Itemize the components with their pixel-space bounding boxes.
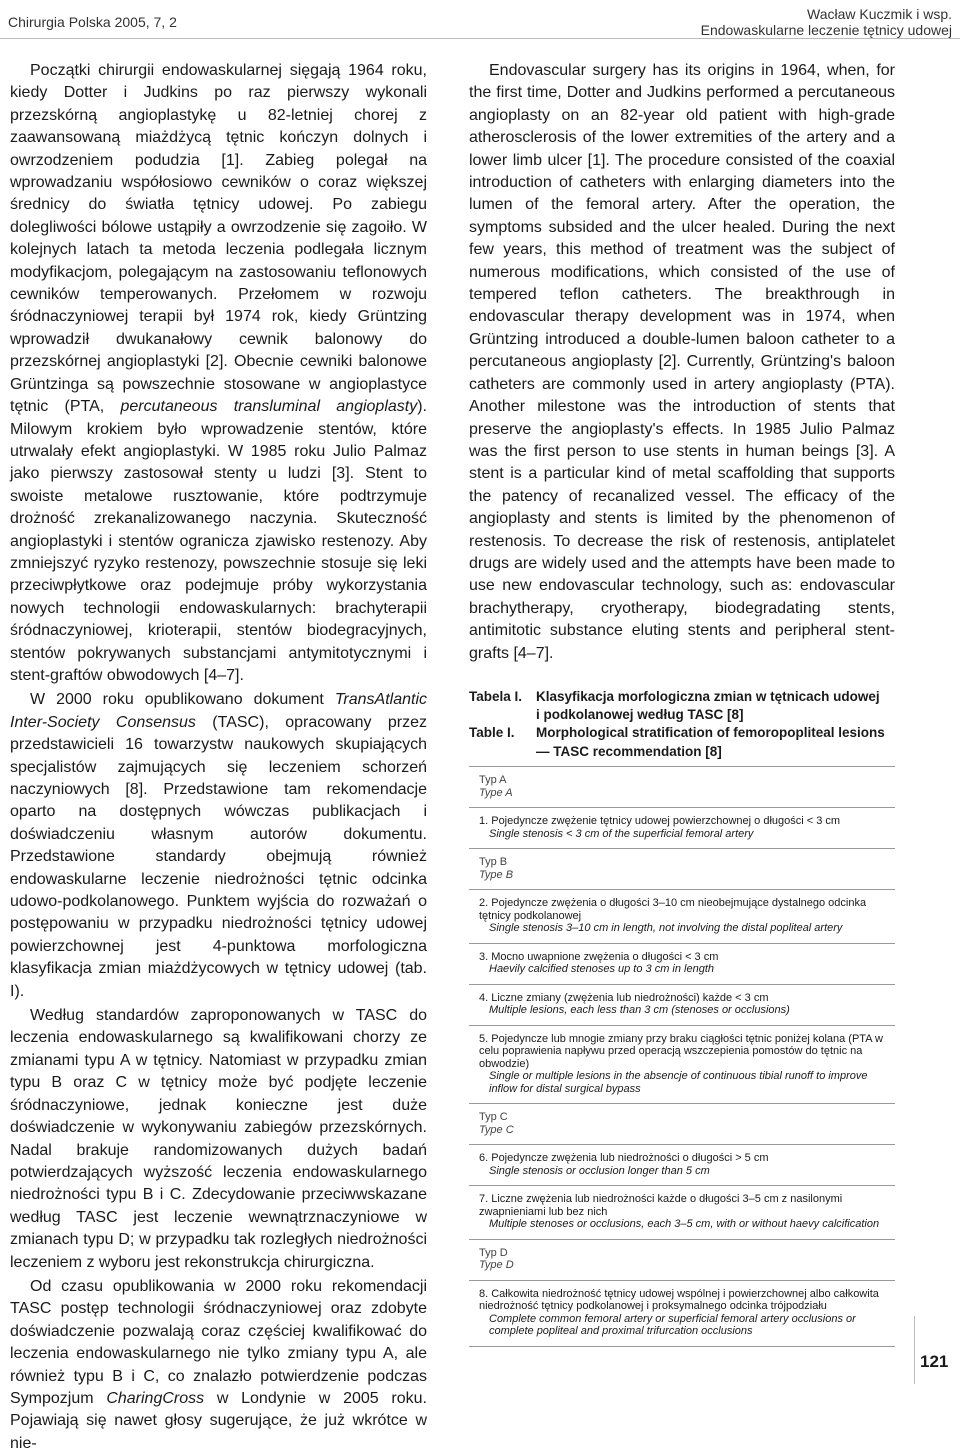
- paragraph: Według standardów zaproponowanych w TASC do leczenia endowaskularnego są kwalifikowani chorzy ze zmianami typu A w tętnicy. Natomiast w przypadku zmian typu B oraz C w tętnicy może być podjęte leczenie śródnaczyniowe, jednak konieczne jest duże doświadczenie w wykonywaniu zabiegów przezskórnych. Nadal brakuje randomizowanych dużych badań potwierdzających wyższość leczenia endowaskularnego niedrożności typu B i C. Zdecydowanie przeciwwskazane według TASC jest leczenie wewnątrznaczyniowe w zmianach typu D; w przypadku tak rozległych niedrożności leczeniem z wyboru jest rekonstrukcja chirurgiczna.: [10, 1007, 427, 1271]
- paragraph: W 2000 roku opublikowano dokument TransAtlantic Inter-Society Consensus (TASC), opracowany przez przedstawicieli 16 towarzystw naukowych skupiających specjalistów zajmujących się leczeniem schorzeń naczyniowych [8]. Przedstawione tam rekomendacje oparto na dostępnych wówczas publikacjach i doświadczeniu własnym autorów dokumentu. Przedstawione standardy obejmują również endowaskularne leczenie niedrożności tętnic odcinka udowo-podkolanowego. Punktem wyjścia do rozważań o postępowaniu w przypadku niedrożności tętnicy udowej powierzchownej jest 4-punktowa morfologiczna klasyfikacja zmian miażdżycowych w tętnicy udowej (tab. I).: [10, 691, 427, 1000]
- table-row-type-a: Typ A Type A: [469, 767, 895, 808]
- page-number-rule: [914, 1316, 915, 1384]
- table-row: 4. Liczne zmiany (zwężenia lub niedrożności) każde < 3 cm Multiple lesions, each less than 3 cm (stenoses or occlusions): [469, 985, 895, 1026]
- table-row: 7. Liczne zwężenia lub niedrożności każde o długości 3–5 cm z nasilonymi zwapnieniami lub bez nich Multiple stenoses or occlusions, each 3–5 cm, with or without haevy calcification: [469, 1186, 895, 1240]
- table-row: 5. Pojedyncze lub mnogie zmiany przy braku ciągłości tętnic poniżej kolana (PTA w celu poprawienia napływu przed operacją wszczepienia pomostów do tętnic na obwodzie) Single or multiple lesions in the absencje of continuous tibial runoff to improve inflow for distal surgical bypass: [469, 1026, 895, 1105]
- caption-label-en: Table I.: [469, 725, 515, 741]
- table-row-type-b: Typ B Type B: [469, 849, 895, 890]
- table-row: 8. Całkowita niedrożność tętnicy udowej wspólnej i powierzchownej albo całkowita niedrożność tętnicy podkolanowej i proksymalnego odcinka trójpodziału Complete common femoral artery or superficial femoral artery occlusions or complete popliteal and proximal trifurcation occlusions: [469, 1281, 895, 1347]
- table-row: 1. Pojedyncze zwężenie tętnicy udowej powierzchownej o długości < 3 cm Single stenosis < 3 cm of the superficial femoral artery: [469, 808, 895, 849]
- article-short-title: Endowaskularne leczenie tętnicy udowej: [700, 22, 952, 38]
- caption-label-pl: Tabela I.: [469, 689, 523, 704]
- caption-text-en-cont: — TASC recommendation [8]: [536, 743, 722, 759]
- header-rule: [0, 38, 960, 39]
- table-row: 2. Pojedyncze zwężenia o długości 3–10 cm nieobejmujące dystalnego odcinka tętnicy podkolanowej Single stenosis 3–10 cm in length, not involving the distal popliteal artery: [469, 890, 895, 944]
- table-caption: [469, 688, 895, 761]
- english-text-column: [469, 60, 895, 665]
- caption-text-pl: Klasyfikacja morfologiczna zmian w tętnicach udowej: [536, 689, 880, 704]
- table-row: 6. Pojedyncze zwężenia lub niedrożności o długości > 5 cm Single stenosis or occlusion longer than 5 cm: [469, 1145, 895, 1186]
- running-header: [701, 6, 952, 38]
- authors: Wacław Kuczmik i wsp.: [807, 6, 952, 22]
- journal-citation: Chirurgia Polska 2005, 7, 2: [8, 14, 177, 30]
- paragraph: Od czasu opublikowania w 2000 roku rekomendacji TASC postęp technologii śródnaczyniowej oraz zdobyte doświadczenie pozwalają coraz częściej kwalifikować do leczenia endowaskularnego nie tylko zmiany typu A, ale również typu B i C, co znalazło potwierdzenie podczas Sympozjum CharingCross w Londynie w 2005 roku. Pojawiają się nawet głosy sugerujące, że już wkrótce w nie-: [10, 1277, 427, 1452]
- caption-text-en: Morphological stratification of femoropopliteal lesions: [536, 725, 885, 741]
- paragraph: Endovascular surgery has its origins in 1964, when, for the first time, Dotter and Judkins performed a percutaneous angioplasty on an 82-year old patient with high-grade atherosclerosis of the lower extremities of the artery and a lower limb ulcer [1]. The procedure consisted of the coaxial introduction of catheters with enlarging diameters into the lumen of the femoral artery. After the operation, the symptoms subsided and the ulcer healed. During the next few years, this method of treatment was the subject of numerous modifications, which consisted of the use of tempered teflon catheters. The breakthrough in endovascular therapy development was in 1974, when Grüntzing introduced a double-lumen baloon catheter to a percutaneous angioplasty [2]. Currently, Grüntzing's baloon catheters are commonly used in artery angioplasty (PTA). Another milestone was the introduction of stents that preserve the angioplasty's effects. In 1985 Julio Palmaz was the first person to use stents in human beings [3]. A stent is a particular kind of metal scaffolding that supports the patency of recanalized vessel. The efficacy of the angioplasty and stents is limited by the phenomenon of restenosis. To decrease the risk of restenosis, antiplatelet drugs are widely used and the attempts have been made to use new endovascular technology, such as: endovascular brachytherapy, cryotherapy, biodegradating stents, antimitotic substance eluting stents and peripheral stent-grafts [4–7].: [469, 62, 895, 662]
- polish-text-column: [10, 60, 427, 1455]
- table-row-type-c: Typ C Type C: [469, 1104, 895, 1145]
- table-row: 3. Mocno uwapnione zwężenia o długości < 3 cm Haevily calcified stenoses up to 3 cm in length: [469, 944, 895, 985]
- table-row-type-d: Typ D Type D: [469, 1240, 895, 1281]
- paragraph: Początki chirurgii endowaskularnej sięgają 1964 roku, kiedy Dotter i Judkins po raz pierwszy wykonali przezskórną angioplastykę u 82-letniej chorej z zaawansowaną miażdżycą tętnic kończyn dolnych i owrzodzeniem podudzia [1]. Zabieg polegał na wprowadzaniu współosiowo cewników o coraz większej średnicy do światła tętnicy udowej. Po zabiegu dolegliwości bólowe ustąpiły a owrzodzenie się zagoiło. W kolejnych latach ta metoda leczenia podlegała licznym modyfikacjom, polegającym na zastosowaniu teflonowych cewników temperowanych. Przełomem w rozwoju śródnaczyniowej terapii był 1974 rok, kiedy Grüntzing wprowadził dwukanałowy cewnik balonowy do przezskórnej angioplastyki [2]. Obecnie cewniki balonowe Grüntzinga są powszechnie stosowane w angioplastyce tętnic (PTA, percutaneous transluminal angioplasty). Milowym krokiem było wprowadzenie stentów, które utrwalały efekt angioplastyki. W 1985 roku Julio Palmaz jako pierwszy zastosował stenty u ludzi [3]. Stent to swoiste metalowe rusztowanie, które podtrzymuje drożność zrekanalizowanego naczynia. Skuteczność angioplastyki i stentów ogranicza zjawisko restenozy. Aby zmniejszyć ryzyko restenozy, powszechnie stosuje się leki przeciwpłytkowe oraz podejmuje próby wykorzystania nowych technologii endowaskularnych: brachyterapii śródnaczyniowej, krioterapii, stentów biodegracyjnych, stentów pokrywanych substancjami antymitotycznymi i stent-graftów obwodowych [4–7].: [10, 62, 427, 684]
- page-number: 121: [920, 1352, 949, 1371]
- tasc-classification-table: [469, 766, 895, 1347]
- caption-text-pl-cont: i podkolanowej według TASC [8]: [536, 707, 744, 723]
